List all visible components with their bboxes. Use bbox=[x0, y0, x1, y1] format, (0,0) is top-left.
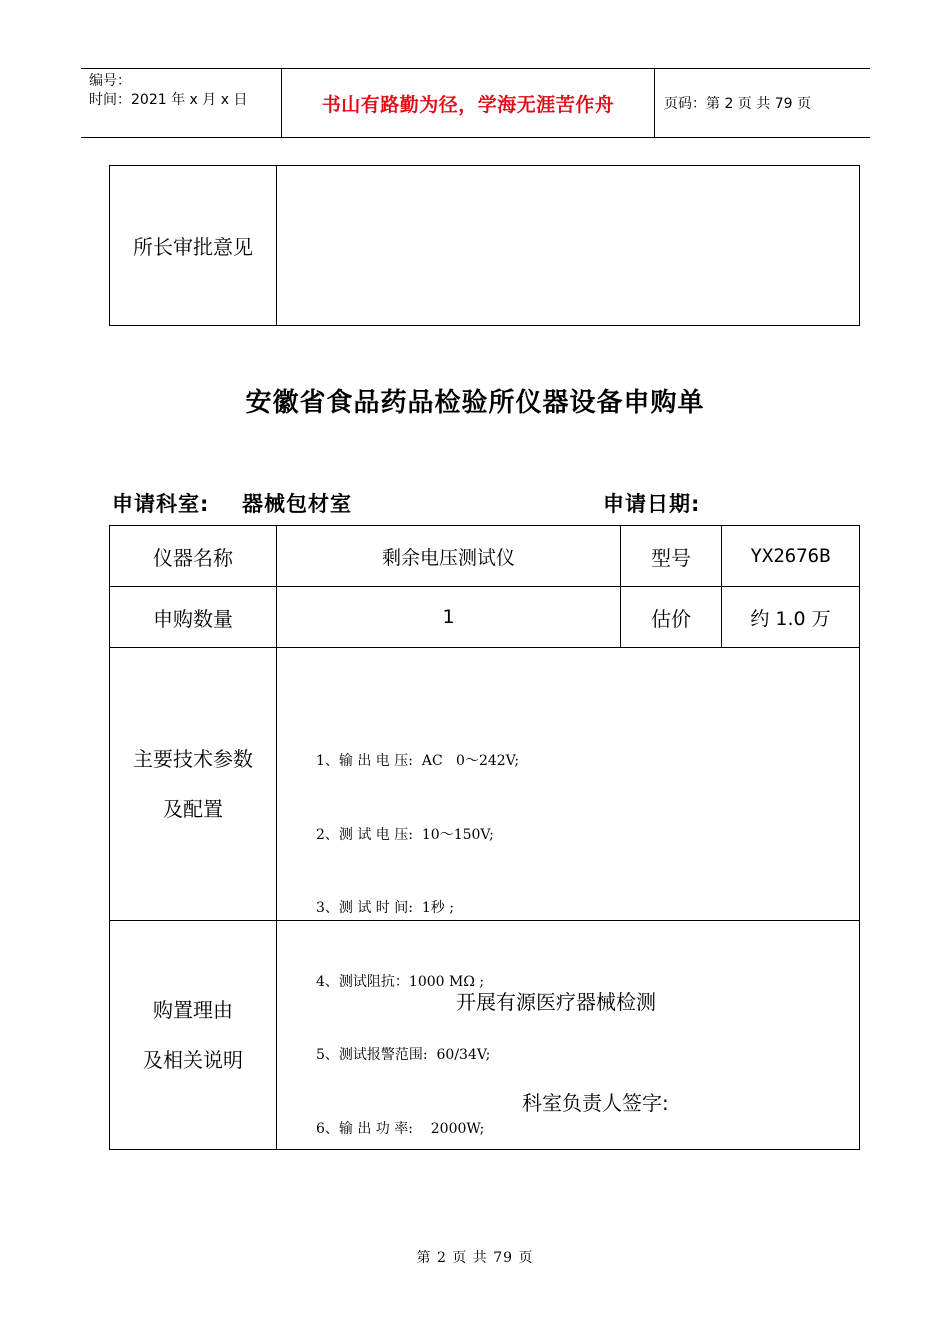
approval-label-cell bbox=[109, 165, 277, 326]
spec-item: 1、输 出 电 压: AC 0～242V; bbox=[316, 753, 520, 769]
reason-label-cell bbox=[109, 920, 277, 1150]
model-label-cell bbox=[620, 525, 722, 587]
reason-label-line2: 及相关说明 bbox=[143, 1048, 243, 1072]
department-value: 器械包材室 bbox=[242, 492, 352, 516]
spec-item: 3、测 试 时 间: 1秒 ; bbox=[316, 900, 454, 916]
signature-label: 科室负责人签字: bbox=[522, 1091, 669, 1115]
quantity-value-cell bbox=[276, 586, 621, 648]
price-label: 估价 bbox=[651, 606, 691, 631]
department-label: 申请科室: bbox=[112, 492, 210, 516]
instrument-name-value: 剩余电压测试仪 bbox=[381, 546, 515, 569]
instrument-name-label-cell bbox=[109, 525, 277, 587]
document-title: 安徽省食品药品检验所仪器设备申购单 bbox=[245, 388, 705, 418]
serial-label: 编号： bbox=[89, 73, 131, 89]
price-label-cell bbox=[620, 586, 722, 648]
page-footer: 第 2 页 共 79 页 bbox=[416, 1250, 534, 1266]
instrument-name-value-cell bbox=[276, 525, 621, 587]
date-label: 申请日期: bbox=[603, 492, 701, 516]
time-label: 时间：2021 年 x 月 x 日 bbox=[89, 92, 248, 108]
approval-value-cell bbox=[276, 165, 860, 326]
spec-item: 2、测 试 电 压: 10～150V; bbox=[316, 826, 494, 843]
model-label: 型号 bbox=[651, 545, 691, 570]
quantity-value: 1 bbox=[442, 606, 455, 628]
price-value-cell bbox=[721, 586, 860, 648]
spec-item: 6、输 出 功 率: 2000W; bbox=[316, 1120, 485, 1137]
reason-text: 开展有源医疗器械检测 bbox=[456, 990, 656, 1014]
price-value: 约 1.0 万 bbox=[750, 607, 831, 630]
specs-label-cell bbox=[109, 647, 277, 921]
header-meta bbox=[81, 69, 282, 137]
spec-item: 5、测试报警范围: 60/34V; bbox=[316, 1047, 491, 1063]
instrument-name-label: 仪器名称 bbox=[153, 545, 233, 570]
approval-label: 所长审批意见 bbox=[133, 235, 253, 259]
spec-item: 4、测试阻抗：1000 MΩ ; bbox=[316, 973, 485, 990]
specs-label-line1: 主要技术参数 bbox=[133, 747, 253, 771]
header-motto: 书山有路勤为径，学海无涯苦作舟 bbox=[282, 69, 655, 137]
model-value-cell bbox=[721, 525, 860, 587]
quantity-label: 申购数量 bbox=[153, 606, 233, 631]
specs-label-line2: 及配置 bbox=[163, 797, 223, 821]
quantity-label-cell bbox=[109, 586, 277, 648]
page-header bbox=[81, 68, 870, 138]
model-value: YX2676B bbox=[750, 545, 831, 567]
reason-label-line1: 购置理由 bbox=[153, 998, 233, 1022]
header-page-info: 页码：第 2 页 共 79 页 bbox=[664, 96, 811, 112]
